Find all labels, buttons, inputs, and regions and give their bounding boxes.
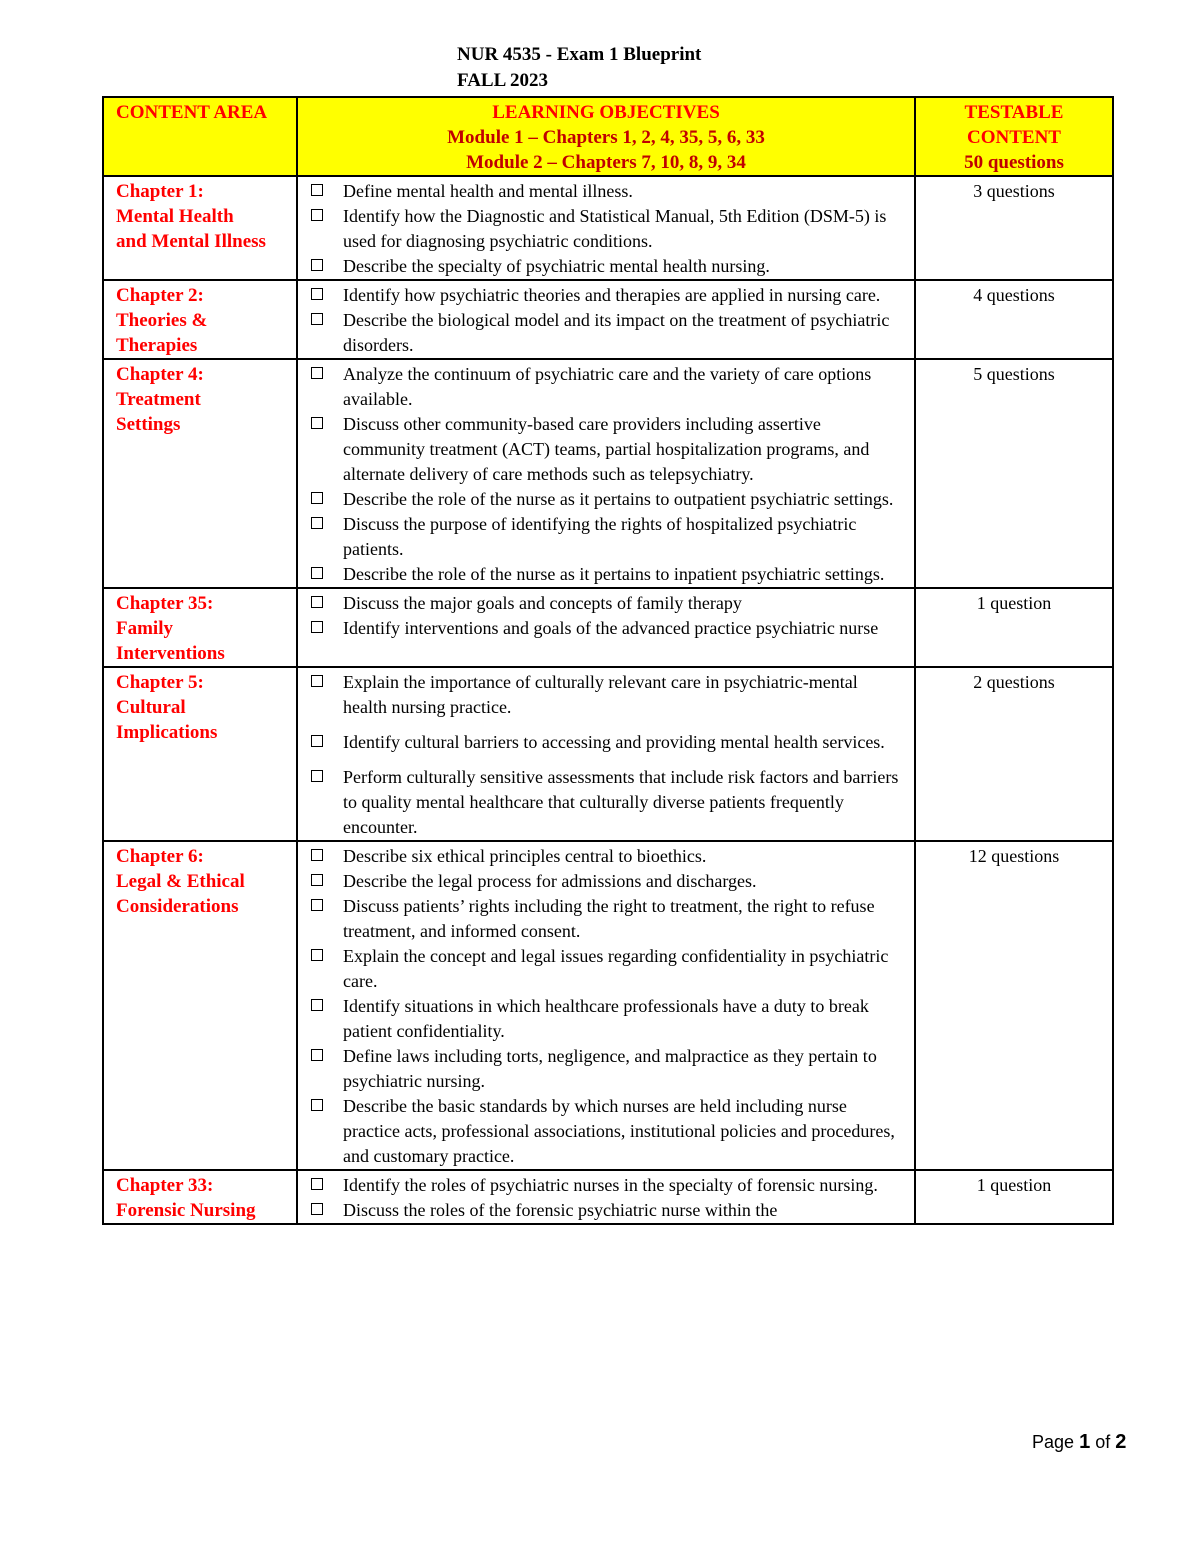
objective-item bbox=[343, 412, 906, 487]
objective-item bbox=[343, 591, 906, 616]
objectives-cell bbox=[297, 176, 915, 280]
total-questions-label: 50 questions bbox=[964, 152, 1064, 173]
checkbox-icon bbox=[311, 288, 323, 300]
objective-item bbox=[343, 844, 906, 869]
objective-text: Describe the biological model and its impact on the treatment of psychiatric disorders. bbox=[343, 310, 890, 355]
of-word: of bbox=[1095, 1432, 1111, 1452]
chapter-label: Chapter 2: bbox=[116, 285, 204, 306]
objective-text: Identify cultural barriers to accessing and providing mental health services. bbox=[343, 732, 885, 752]
checkbox-icon bbox=[311, 874, 323, 886]
table-header-row bbox=[103, 97, 1113, 176]
table-row bbox=[103, 841, 1113, 1170]
checkbox-icon bbox=[311, 259, 323, 271]
objective-item bbox=[343, 1094, 906, 1169]
objective-item bbox=[343, 765, 906, 840]
question-count: 2 questions bbox=[973, 672, 1055, 692]
objective-text: Discuss other community-based care providers including assertive community treatment (ACT) teams, partial hospitalization programs, and alternate delivery of care methods such as telepsychiatry. bbox=[343, 414, 870, 484]
objectives-cell bbox=[297, 588, 915, 667]
objective-text: Describe the basic standards by which nurses are held including nurse practice acts, professional associations, institutional policies and procedures, and customary practice. bbox=[343, 1096, 895, 1166]
objectives-cell bbox=[297, 359, 915, 588]
question-count-cell bbox=[915, 841, 1113, 1170]
checkbox-icon bbox=[311, 770, 323, 782]
table-row bbox=[103, 588, 1113, 667]
content-area-cell bbox=[103, 588, 297, 667]
objective-item bbox=[343, 670, 906, 720]
checkbox-icon bbox=[311, 735, 323, 747]
content-area-cell bbox=[103, 176, 297, 280]
question-count-cell bbox=[915, 359, 1113, 588]
chapter-name: Legal & Ethical bbox=[116, 871, 245, 892]
objective-item bbox=[343, 1198, 906, 1223]
question-count-cell bbox=[915, 176, 1113, 280]
document-term: FALL 2023 bbox=[457, 70, 548, 91]
objective-item bbox=[343, 1173, 906, 1198]
objective-item bbox=[343, 362, 906, 412]
objectives-cell bbox=[297, 667, 915, 841]
content-area-cell bbox=[103, 1170, 297, 1224]
question-count: 12 questions bbox=[968, 846, 1060, 866]
objective-text: Identify situations in which healthcare professionals have a duty to break patient confidentiality. bbox=[343, 996, 869, 1041]
objective-text: Analyze the continuum of psychiatric care and the variety of care options available. bbox=[343, 364, 872, 409]
checkbox-icon bbox=[311, 367, 323, 379]
document-title: NUR 4535 - Exam 1 Blueprint bbox=[457, 44, 702, 65]
module1-label: Module 1 – Chapters 1, 2, 4, 35, 5, 6, 33 bbox=[447, 127, 765, 148]
checkbox-icon bbox=[311, 1203, 323, 1215]
objective-item bbox=[343, 308, 906, 358]
checkbox-icon bbox=[311, 999, 323, 1011]
objective-text: Identify the roles of psychiatric nurses in the specialty of forensic nursing. bbox=[343, 1175, 878, 1195]
chapter-name: Interventions bbox=[116, 643, 225, 664]
objective-item bbox=[343, 204, 906, 254]
chapter-name: Family bbox=[116, 618, 173, 639]
page-footer bbox=[1032, 1431, 1126, 1454]
checkbox-icon bbox=[311, 596, 323, 608]
chapter-label: Chapter 5: bbox=[116, 672, 204, 693]
objective-item bbox=[343, 616, 906, 641]
question-count-cell bbox=[915, 667, 1113, 841]
objectives-cell bbox=[297, 841, 915, 1170]
chapter-name: Considerations bbox=[116, 896, 239, 917]
objective-item bbox=[343, 944, 906, 994]
content-area-header bbox=[103, 97, 297, 176]
content-area-cell bbox=[103, 667, 297, 841]
content-label: CONTENT bbox=[967, 127, 1061, 148]
checkbox-icon bbox=[311, 184, 323, 196]
checkbox-icon bbox=[311, 675, 323, 687]
chapter-label: Chapter 35: bbox=[116, 593, 214, 614]
objective-text: Describe the role of the nurse as it pertains to inpatient psychiatric settings. bbox=[343, 564, 885, 584]
objective-item bbox=[343, 869, 906, 894]
chapter-name: Settings bbox=[116, 414, 181, 435]
checkbox-icon bbox=[311, 621, 323, 633]
checkbox-icon bbox=[311, 1099, 323, 1111]
checkbox-icon bbox=[311, 949, 323, 961]
objective-text: Define laws including torts, negligence, and malpractice as they pertain to psychiatric nursing. bbox=[343, 1046, 877, 1091]
question-count: 5 questions bbox=[973, 364, 1055, 384]
objective-text: Identify interventions and goals of the advanced practice psychiatric nurse bbox=[343, 618, 879, 638]
page-total: 2 bbox=[1115, 1431, 1127, 1453]
objectives-header-label: LEARNING OBJECTIVES bbox=[492, 102, 720, 123]
checkbox-icon bbox=[311, 417, 323, 429]
chapter-label: Chapter 4: bbox=[116, 364, 204, 385]
checkbox-icon bbox=[311, 1049, 323, 1061]
testable-content-header bbox=[915, 97, 1113, 176]
chapter-label: Chapter 1: bbox=[116, 181, 204, 202]
chapter-name: Cultural bbox=[116, 697, 186, 718]
chapter-name: and Mental Illness bbox=[116, 231, 266, 252]
objective-text: Describe the specialty of psychiatric mental health nursing. bbox=[343, 256, 770, 276]
objective-item bbox=[343, 487, 906, 512]
objectives-cell bbox=[297, 280, 915, 359]
objective-text: Describe six ethical principles central to bioethics. bbox=[343, 846, 707, 866]
objective-item bbox=[343, 994, 906, 1044]
table-row bbox=[103, 280, 1113, 359]
chapter-name: Implications bbox=[116, 722, 218, 743]
content-area-cell bbox=[103, 841, 297, 1170]
table-row bbox=[103, 359, 1113, 588]
objective-text: Define mental health and mental illness. bbox=[343, 181, 633, 201]
objective-text: Identify how psychiatric theories and therapies are applied in nursing care. bbox=[343, 285, 881, 305]
table-row bbox=[103, 667, 1113, 841]
objective-text: Discuss the roles of the forensic psychiatric nurse within the bbox=[343, 1200, 778, 1220]
objective-text: Explain the concept and legal issues regarding confidentiality in psychiatric care. bbox=[343, 946, 889, 991]
chapter-name: Mental Health bbox=[116, 206, 234, 227]
objective-item bbox=[343, 1044, 906, 1094]
page-word: Page bbox=[1032, 1432, 1075, 1452]
question-count-cell bbox=[915, 280, 1113, 359]
chapter-name: Theories & bbox=[116, 310, 208, 331]
question-count: 4 questions bbox=[973, 285, 1055, 305]
objective-item bbox=[343, 730, 906, 755]
module2-label: Module 2 – Chapters 7, 10, 8, 9, 34 bbox=[466, 152, 746, 173]
chapter-label: Chapter 33: bbox=[116, 1175, 214, 1196]
objective-item bbox=[343, 512, 906, 562]
objective-item bbox=[343, 254, 906, 279]
chapter-name: Therapies bbox=[116, 335, 198, 356]
objectives-cell bbox=[297, 1170, 915, 1224]
chapter-name: Treatment bbox=[116, 389, 201, 410]
objective-item bbox=[343, 894, 906, 944]
chapter-label: Chapter 6: bbox=[116, 846, 204, 867]
objective-text: Discuss patients’ rights including the right to treatment, the right to refuse treatment, and informed consent. bbox=[343, 896, 875, 941]
table-row bbox=[103, 176, 1113, 280]
checkbox-icon bbox=[311, 492, 323, 504]
page-number: 1 bbox=[1079, 1431, 1091, 1453]
objective-text: Explain the importance of culturally relevant care in psychiatric-mental health nursing practice. bbox=[343, 672, 858, 717]
content-area-cell bbox=[103, 359, 297, 588]
checkbox-icon bbox=[311, 517, 323, 529]
checkbox-icon bbox=[311, 849, 323, 861]
checkbox-icon bbox=[311, 1178, 323, 1190]
checkbox-icon bbox=[311, 567, 323, 579]
question-count-cell bbox=[915, 1170, 1113, 1224]
objective-item bbox=[343, 179, 906, 204]
checkbox-icon bbox=[311, 209, 323, 221]
checkbox-icon bbox=[311, 313, 323, 325]
checkbox-icon bbox=[311, 899, 323, 911]
content-area-header-label: CONTENT AREA bbox=[116, 102, 268, 123]
table-row bbox=[103, 1170, 1113, 1224]
question-count-cell bbox=[915, 588, 1113, 667]
chapter-name: Forensic Nursing bbox=[116, 1200, 256, 1221]
question-count: 1 question bbox=[976, 593, 1052, 613]
objective-text: Perform culturally sensitive assessments that include risk factors and barriers to quality mental healthcare that culturally diverse patients frequently encounter. bbox=[343, 767, 899, 837]
objective-text: Describe the role of the nurse as it pertains to outpatient psychiatric settings. bbox=[343, 489, 894, 509]
content-area-cell bbox=[103, 280, 297, 359]
learning-objectives-header bbox=[297, 97, 915, 176]
objective-item bbox=[343, 283, 906, 308]
question-count: 1 question bbox=[976, 1175, 1052, 1195]
objective-item bbox=[343, 562, 906, 587]
objective-text: Describe the legal process for admissions and discharges. bbox=[343, 871, 757, 891]
objective-text: Discuss the purpose of identifying the rights of hospitalized psychiatric patients. bbox=[343, 514, 857, 559]
blueprint-table bbox=[102, 96, 1114, 1225]
testable-label: TESTABLE bbox=[964, 102, 1064, 123]
question-count: 3 questions bbox=[973, 181, 1055, 201]
objective-text: Discuss the major goals and concepts of family therapy bbox=[343, 593, 742, 613]
objective-text: Identify how the Diagnostic and Statistical Manual, 5th Edition (DSM-5) is used for diagnosing psychiatric conditions. bbox=[343, 206, 887, 251]
